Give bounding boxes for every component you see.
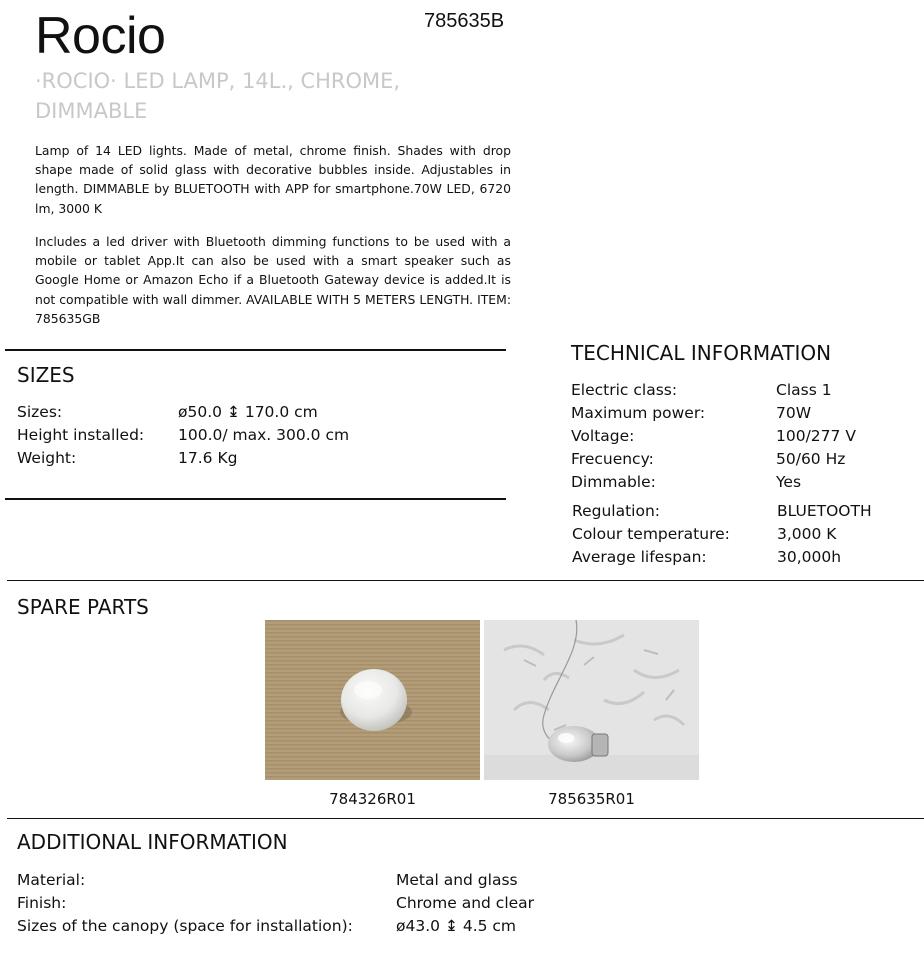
technical-value: Yes (776, 473, 802, 488)
technical-label: Average lifespan: (572, 548, 707, 566)
technical-value: 70W (776, 404, 812, 422)
spare-parts-heading: SPARE PARTS (17, 595, 149, 619)
spare-part-image-glass-shade (484, 620, 699, 780)
spare-parts-top-rule (7, 580, 924, 581)
sizes-value: ø50.0 ↨ 170.0 cm (178, 403, 318, 421)
technical-table (571, 379, 911, 488)
technical-label: Regulation: (572, 502, 660, 520)
technical-value: 3,000 K (777, 525, 837, 543)
spare-part-photo-1 (265, 620, 480, 780)
sizes-label: Weight: (17, 449, 77, 467)
technical-label: Electric class: (571, 381, 678, 399)
technical-table-continued (572, 500, 912, 570)
technical-value: 50/60 Hz (776, 450, 846, 468)
sizes-table (17, 401, 497, 476)
technical-value: 30,000h (777, 548, 842, 566)
sizes-label: Sizes: (17, 403, 63, 421)
sizes-heading: SIZES (17, 363, 75, 387)
spare-part-photo-2 (484, 620, 699, 780)
spare-part-image-shade-cap (265, 620, 480, 780)
technical-value: Class 1 (776, 381, 832, 399)
technical-label: Maximum power: (571, 404, 706, 422)
spare-part-code-2: 785635R01 (548, 790, 635, 808)
additional-label: Sizes of the canopy (space for installation): (17, 917, 353, 935)
product-code: 785635B (424, 10, 505, 32)
additional-table (17, 869, 897, 944)
sizes-value: 17.6 Kg (178, 449, 238, 467)
additional-value: Chrome and clear (396, 894, 535, 912)
additional-value: Metal and glass (396, 871, 518, 889)
description-paragraph-1: Lamp of 14 LED lights. Made of metal, chrome finish. Shades with drop shape made of solid glass with decorative bubbles inside. Adjustables in length. DIMMABLE by BLUETOOTH with APP for smartphone.70W LED, 6720 lm, 3000 K (35, 143, 511, 216)
spare-part-code-1: 784326R01 (329, 790, 416, 808)
additional-heading: ADDITIONAL INFORMATION (17, 830, 288, 854)
technical-heading: TECHNICAL INFORMATION (571, 341, 832, 365)
technical-label: Colour temperature: (572, 525, 730, 543)
product-subtitle: ·ROCIO· LED LAMP, 14L., CHROME, DIMMABLE (35, 69, 401, 123)
technical-label: Frecuency: (571, 450, 654, 468)
sizes-bottom-rule (5, 498, 506, 500)
product-title: Rocio (35, 7, 166, 65)
technical-label: Dimmable: (571, 473, 656, 488)
additional-top-rule (7, 818, 924, 819)
additional-value: ø43.0 ↨ 4.5 cm (396, 917, 517, 935)
technical-value: 100/277 V (776, 427, 856, 445)
description-paragraph-2: Includes a led driver with Bluetooth dimming functions to be used with a mobile or tablet App.It can also be used with a smart speaker such as Google Home or Amazon Echo if a Bluetooth Gateway device is added.It is not compatible with wall dimmer. AVAILABLE WITH 5 METERS LENGTH. ITEM: 785635GB (35, 234, 511, 326)
sizes-label: Height installed: (17, 426, 145, 444)
additional-label: Finish: (17, 894, 67, 912)
technical-value: BLUETOOTH (777, 502, 872, 520)
sizes-top-rule (5, 349, 506, 351)
additional-label: Material: (17, 871, 86, 889)
technical-label: Voltage: (571, 427, 635, 445)
sizes-value: 100.0/ max. 300.0 cm (178, 426, 350, 444)
